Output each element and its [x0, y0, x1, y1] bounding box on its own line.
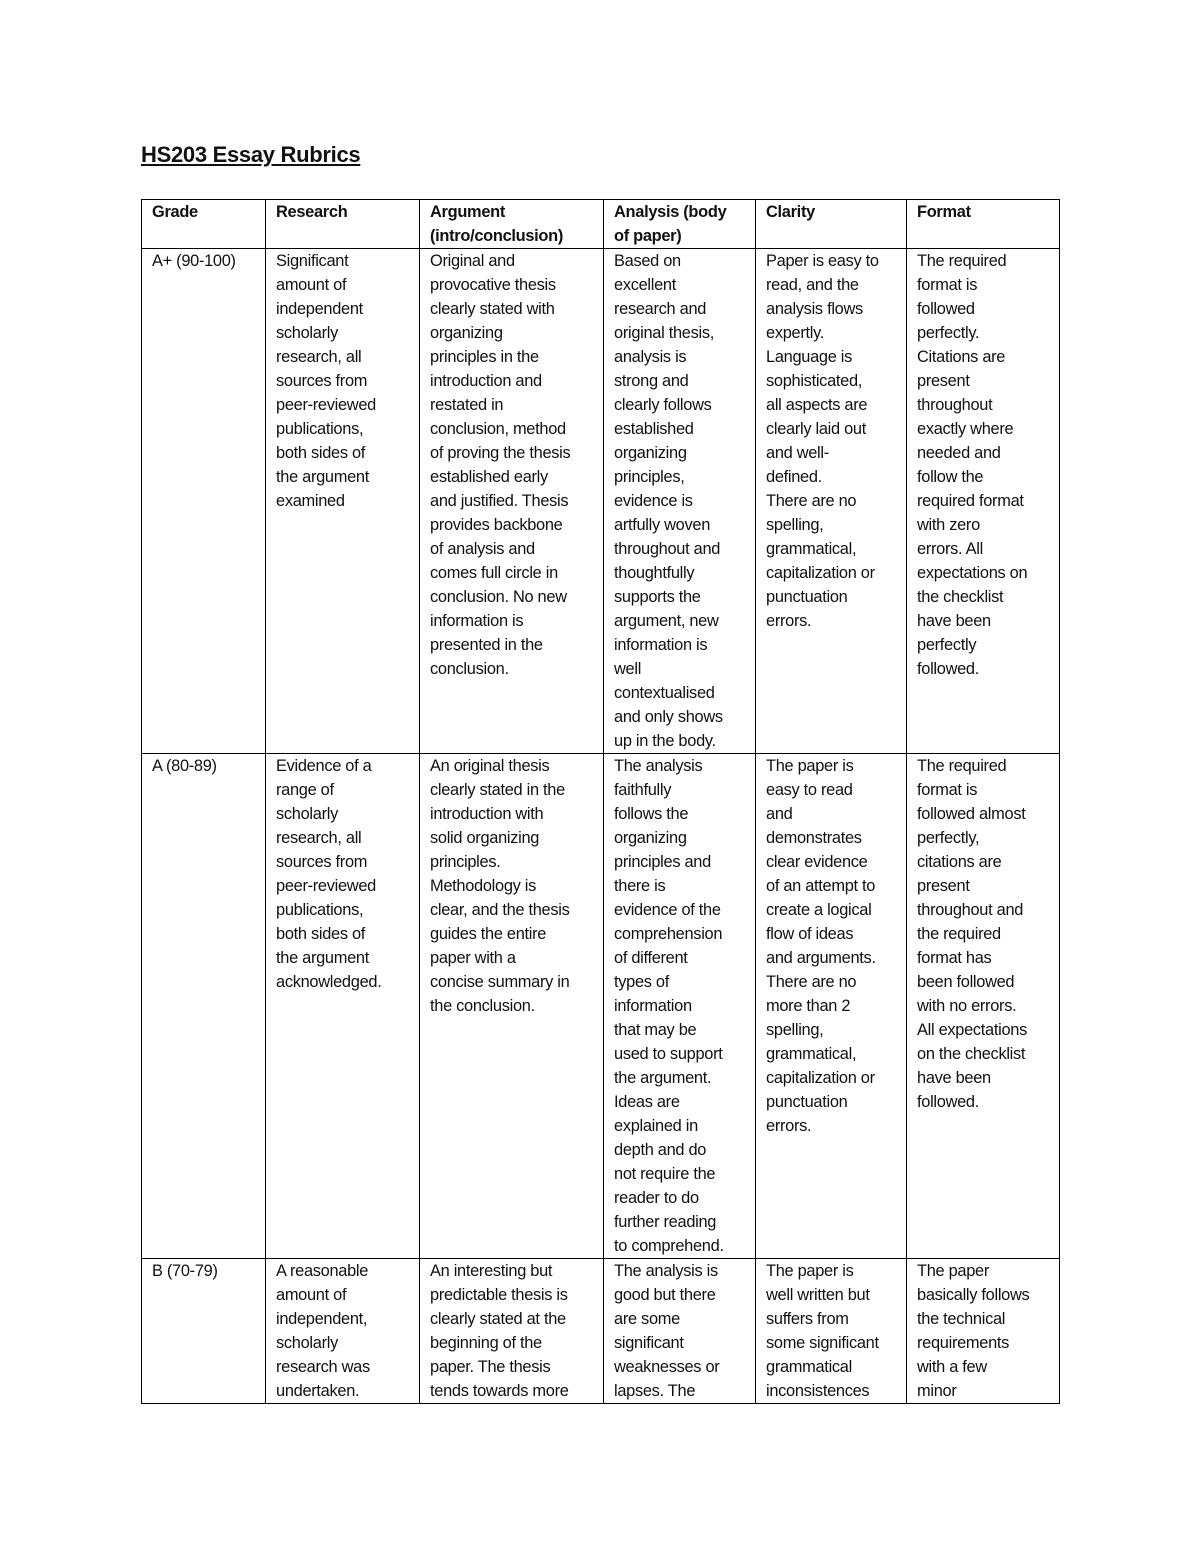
header-argument: Argument (intro/conclusion) — [420, 200, 604, 249]
format-cell: The paper basically follows the technical requirements with a few minor — [907, 1259, 1060, 1404]
format-cell: The required format is followed almost perfectly, citations are present throughout and the required format has been followed with no errors. All expectations on the checklist have been followed. — [907, 754, 1060, 1259]
grade-cell: A (80-89) — [142, 754, 266, 1259]
table-row — [142, 249, 1060, 754]
research-cell: A reasonable amount of independent, scholarly research was undertaken. — [266, 1259, 420, 1404]
clarity-cell: The paper is well written but suffers from some significant grammatical inconsistences — [756, 1259, 907, 1404]
table-header-row — [142, 200, 1060, 249]
grade-cell: A+ (90-100) — [142, 249, 266, 754]
research-cell: Significant amount of independent scholarly research, all sources from peer-reviewed publications, both sides of the argument examined — [266, 249, 420, 754]
argument-cell: Original and provocative thesis clearly stated with organizing principles in the introduction and restated in conclusion, method of proving the thesis established early and justified. Thesis provides backbone of analysis and comes full circle in conclusion. No new information is presented in the conclusion. — [420, 249, 604, 754]
header-format: Format — [907, 200, 1060, 249]
analysis-cell: The analysis faithfully follows the organizing principles and there is evidence of the comprehension of different types of information that may be used to support the argument. Ideas are explained in depth and do not require the reader to do further reading to comprehend. — [604, 754, 756, 1259]
argument-cell: An interesting but predictable thesis is clearly stated at the beginning of the paper. The thesis tends towards more — [420, 1259, 604, 1404]
table-row — [142, 754, 1060, 1259]
header-analysis: Analysis (body of paper) — [604, 200, 756, 249]
clarity-cell: The paper is easy to read and demonstrates clear evidence of an attempt to create a logical flow of ideas and arguments. There are no more than 2 spelling, grammatical, capitalization or punctuation errors. — [756, 754, 907, 1259]
rubric-table — [141, 199, 1060, 1404]
table-row — [142, 1259, 1060, 1404]
header-grade: Grade — [142, 200, 266, 249]
clarity-cell: Paper is easy to read, and the analysis flows expertly. Language is sophisticated, all aspects are clearly laid out and well- defined. There are no spelling, grammatical, capitalization or punctuation errors. — [756, 249, 907, 754]
argument-cell: An original thesis clearly stated in the introduction with solid organizing principles. Methodology is clear, and the thesis guides the entire paper with a concise summary in the conclusion. — [420, 754, 604, 1259]
research-cell: Evidence of a range of scholarly research, all sources from peer-reviewed publications, both sides of the argument acknowledged. — [266, 754, 420, 1259]
header-research: Research — [266, 200, 420, 249]
page-title: HS203 Essay Rubrics — [141, 142, 361, 167]
analysis-cell: Based on excellent research and original thesis, analysis is strong and clearly follows established organizing principles, evidence is artfully woven throughout and thoughtfully supports the argument, new information is well contextualised and only shows up in the body. — [604, 249, 756, 754]
analysis-cell: The analysis is good but there are some significant weaknesses or lapses. The — [604, 1259, 756, 1404]
format-cell: The required format is followed perfectly. Citations are present throughout exactly where needed and follow the required format with zero errors. All expectations on the checklist have been perfectly followed. — [907, 249, 1060, 754]
header-clarity: Clarity — [756, 200, 907, 249]
grade-cell: B (70-79) — [142, 1259, 266, 1404]
